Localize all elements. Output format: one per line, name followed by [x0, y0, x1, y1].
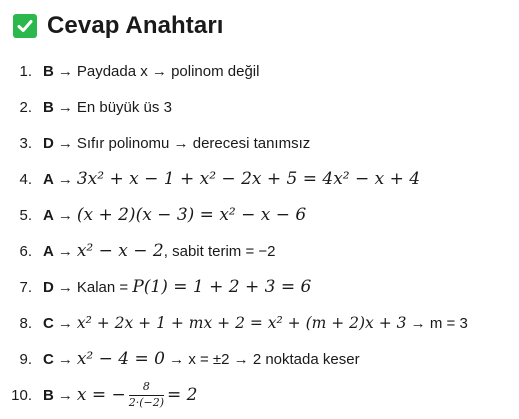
- fraction-denominator: 2·(−2): [128, 395, 165, 409]
- list-item: [0, 161, 519, 197]
- item-number: 9.: [19, 350, 32, 368]
- item-number: 1.: [19, 62, 32, 80]
- item-number: 5.: [19, 206, 32, 224]
- list-item: [0, 125, 519, 161]
- answer-math: P(1) = 1 + 2 + 3 = 6: [132, 277, 312, 297]
- item-number: 6.: [19, 242, 32, 260]
- item-number: 8.: [19, 314, 32, 332]
- header: [13, 9, 224, 43]
- list-item: [0, 305, 519, 341]
- arrow-icon: →: [57, 278, 73, 296]
- answer-text: Paydada x → polinom değil: [76, 62, 260, 80]
- answer-letter: B: [43, 98, 54, 116]
- answer-text: En büyük üs 3: [76, 98, 172, 116]
- item-number: 10.: [11, 386, 32, 404]
- item-number: 4.: [19, 170, 32, 188]
- answer-letter: C: [43, 350, 54, 368]
- answer-math: 3x² + x − 1 + x² − 2x + 5 = 4x² − x + 4: [76, 169, 421, 189]
- answer-letter: A: [43, 170, 54, 188]
- list-item: [0, 233, 519, 269]
- answer-math: x² + 2x + 1 + mx + 2 = x² + (m + 2)x + 3: [76, 314, 407, 332]
- arrow-icon: →: [57, 350, 73, 368]
- answer-letter: B: [43, 386, 54, 404]
- answer-math: x² − x − 2: [76, 241, 164, 261]
- arrow-icon: →: [57, 242, 73, 260]
- fraction-numerator: 8: [142, 380, 150, 394]
- answer-suffix: → m = 3: [406, 314, 468, 332]
- answer-letter: D: [43, 134, 54, 152]
- check-mark-button-icon: [13, 14, 37, 38]
- list-item: [0, 53, 519, 89]
- answer-suffix: → x = ±2 → 2 noktada keser: [164, 350, 360, 368]
- arrow-icon: →: [57, 98, 73, 116]
- fraction: [129, 381, 164, 408]
- answer-math-after: = 2: [167, 385, 198, 405]
- arrow-icon: →: [57, 386, 73, 404]
- answer-math: (x + 2)(x − 3) = x² − x − 6: [76, 205, 307, 225]
- arrow-icon: →: [57, 62, 73, 80]
- arrow-icon: →: [57, 314, 73, 332]
- arrow-icon: →: [57, 206, 73, 224]
- item-number: 3.: [19, 134, 32, 152]
- answer-text: Sıfır polinomu → derecesi tanımsız: [76, 134, 311, 152]
- answer-letter: A: [43, 242, 54, 260]
- list-item: [0, 377, 519, 413]
- list-item: [0, 197, 519, 233]
- answer-math: x² − 4 = 0: [76, 349, 165, 369]
- answer-letter: B: [43, 62, 54, 80]
- answer-letter: A: [43, 206, 54, 224]
- list-item: [0, 341, 519, 377]
- answer-list: [0, 53, 519, 413]
- answer-letter: C: [43, 314, 54, 332]
- answer-suffix: , sabit terim = −2: [163, 242, 276, 260]
- item-number: 2.: [19, 98, 32, 116]
- item-number: 7.: [19, 278, 32, 296]
- answer-math-before: x = −: [76, 385, 126, 405]
- page-title: Cevap Anahtarı: [47, 12, 224, 39]
- arrow-icon: →: [57, 170, 73, 188]
- list-item: [0, 89, 519, 125]
- answer-letter: D: [43, 278, 54, 296]
- list-item: [0, 269, 519, 305]
- arrow-icon: →: [57, 134, 73, 152]
- answer-prefix: Kalan =: [76, 278, 133, 296]
